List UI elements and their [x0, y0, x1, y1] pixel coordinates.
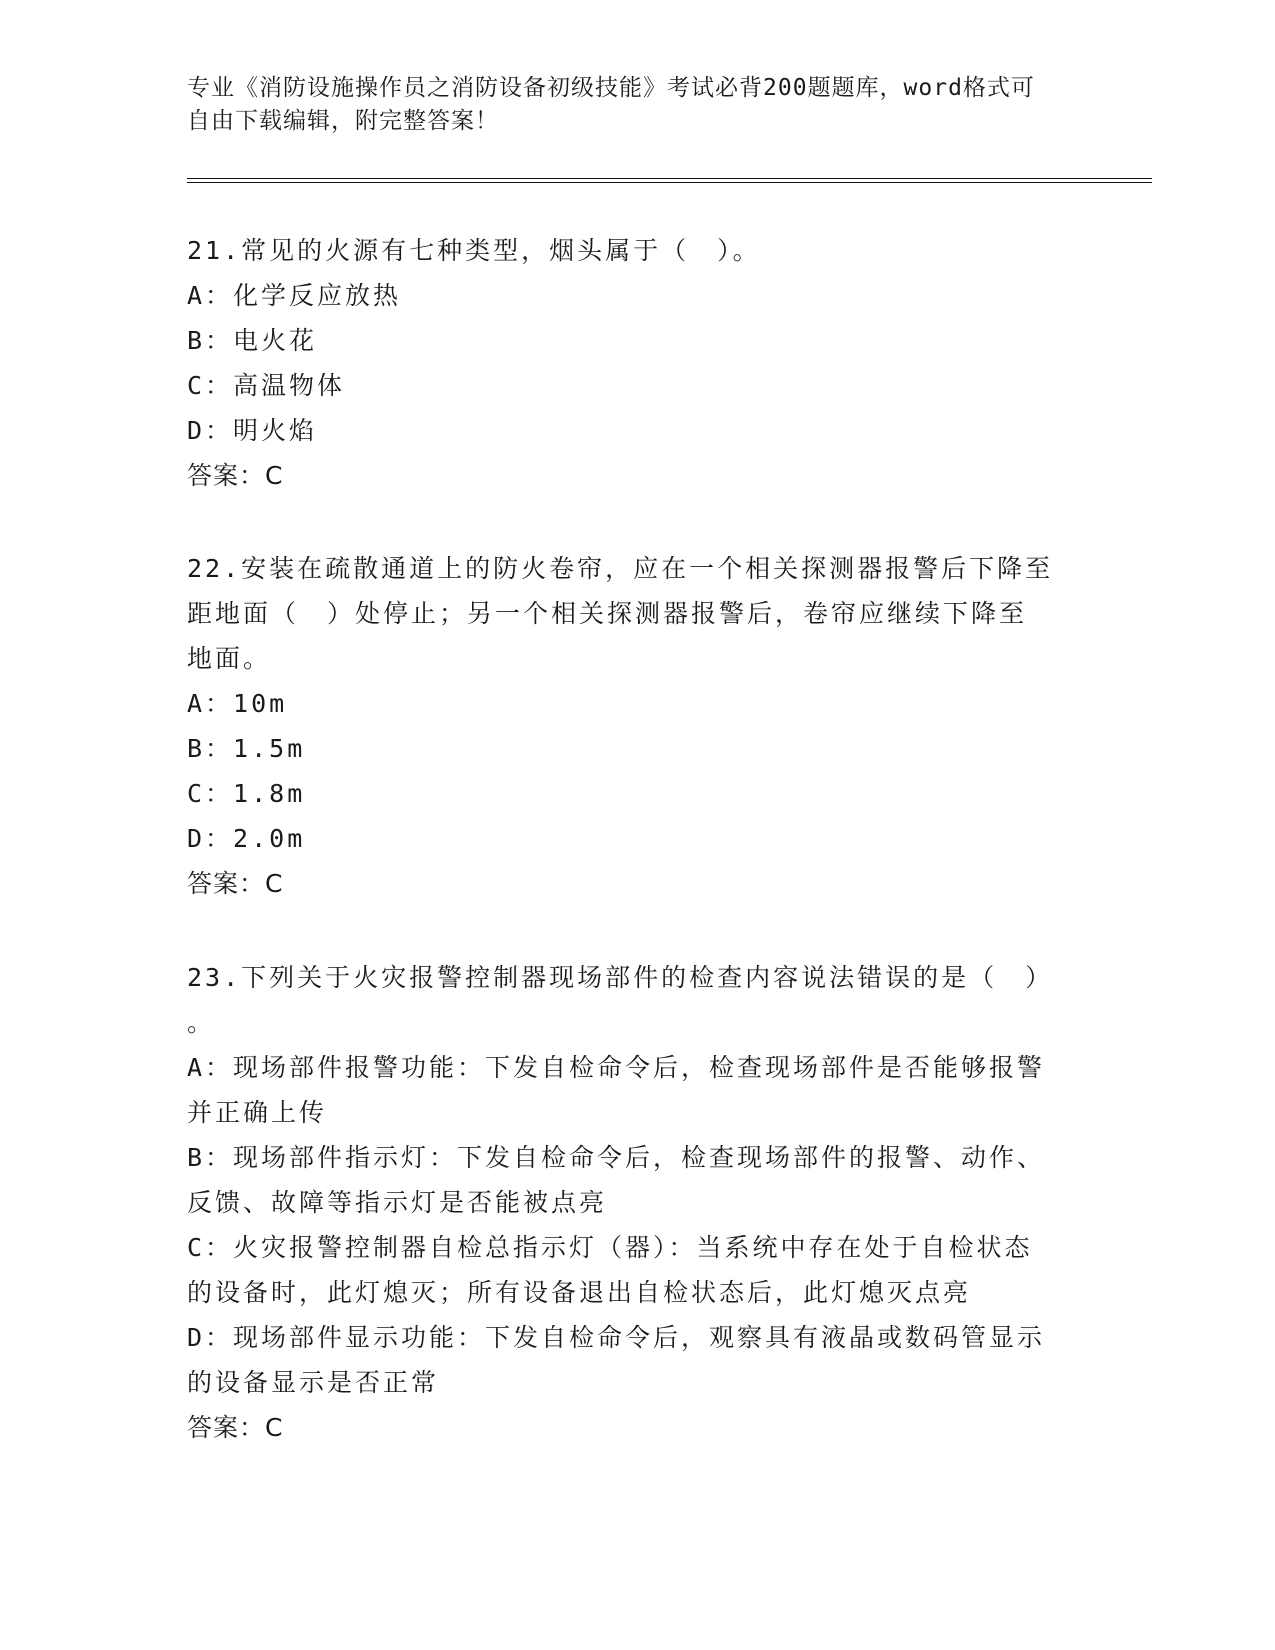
question-23	[187, 955, 1087, 1450]
answer: 答案：C	[187, 1413, 284, 1442]
question-stem-line: 22.安装在疏散通道上的防火卷帘，应在一个相关探测器报警后下降至	[187, 554, 1054, 583]
question-stem-line: 地面。	[187, 644, 272, 673]
option-c-line-2: 的设备时，此灯熄灭；所有设备退出自检状态后，此灯熄灭点亮	[187, 1278, 972, 1307]
option-d: D：明火焰	[187, 416, 318, 445]
option-d: D：2.0m	[187, 824, 306, 853]
option-c-line-1: C：火灾报警控制器自检总指示灯（器）：当系统中存在处于自检状态	[187, 1233, 1033, 1262]
option-b-line-1: B：现场部件指示灯：下发自检命令后，检查现场部件的报警、动作、	[187, 1143, 1046, 1172]
header-divider-top	[187, 178, 1152, 179]
option-c: C：1.8m	[187, 779, 306, 808]
question-stem-line: 21.常见的火源有七种类型，烟头属于（ ）。	[187, 236, 761, 265]
question-stem-line: 距地面（ ）处停止；另一个相关探测器报警后，卷帘应继续下降至	[187, 599, 1028, 628]
question-stem-line: 23.下列关于火灾报警控制器现场部件的检查内容说法错误的是（ ）	[187, 963, 1054, 992]
option-b-line-2: 反馈、故障等指示灯是否能被点亮	[187, 1188, 608, 1217]
option-b: B：电火花	[187, 326, 318, 355]
header-divider-bottom	[187, 182, 1152, 183]
question-22	[187, 546, 1087, 906]
option-c: C：高温物体	[187, 371, 346, 400]
option-a-line-2: 并正确上传	[187, 1098, 328, 1127]
option-a: A：10m	[187, 689, 288, 718]
option-d-line-2: 的设备显示是否正常	[187, 1368, 440, 1397]
document-header	[187, 72, 1067, 138]
answer: 答案：C	[187, 461, 284, 490]
question-stem-line: 。	[187, 1008, 216, 1037]
header-line-1: 专业《消防设施操作员之消防设备初级技能》考试必背200题题库，word格式可	[187, 75, 1035, 101]
option-a-line-1: A：现场部件报警功能：下发自检命令后，检查现场部件是否能够报警	[187, 1053, 1046, 1082]
header-line-2: 自由下载编辑，附完整答案！	[187, 108, 499, 134]
answer: 答案：C	[187, 869, 284, 898]
option-a: A：化学反应放热	[187, 281, 402, 310]
question-21	[187, 228, 1087, 498]
option-b: B：1.5m	[187, 734, 306, 763]
option-d-line-1: D：现场部件显示功能：下发自检命令后，观察具有液晶或数码管显示	[187, 1323, 1046, 1352]
